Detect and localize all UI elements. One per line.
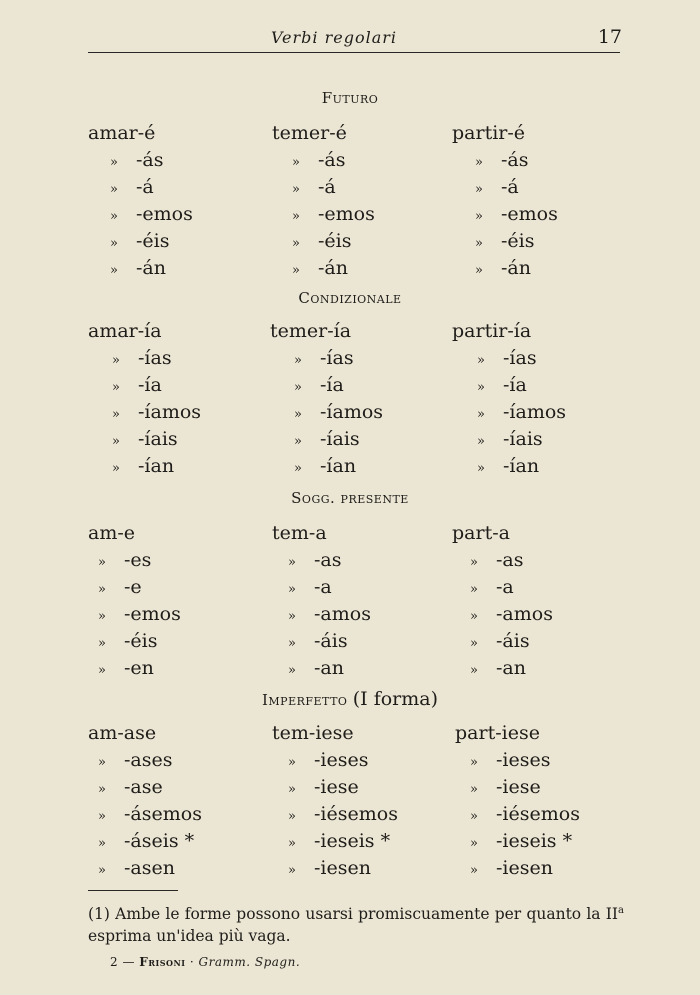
signature-work: Gramm. Spagn. [198, 955, 301, 969]
footnote-text: (1) Ambe le forme possono usarsi promiscuamente per quanto la II [88, 905, 619, 924]
ditto-mark: » [98, 863, 106, 878]
verb-form [477, 455, 539, 477]
conjugation-row [0, 401, 700, 427]
verb-form [112, 374, 162, 396]
conjugation-row [0, 149, 700, 175]
conjugation-row [0, 630, 700, 656]
ditto-mark: » [470, 636, 478, 651]
conjugation-row [0, 347, 700, 373]
conjugation-row [0, 576, 700, 602]
verb-ending: -ieses [314, 749, 369, 771]
ditto-mark: » [288, 863, 296, 878]
section-title-condizionale [0, 289, 700, 307]
ditto-mark: » [294, 461, 302, 476]
page-number: 17 [597, 26, 622, 48]
verb-ending: -án [501, 257, 531, 279]
verb-form [475, 176, 519, 198]
section-title-futuro [0, 89, 700, 107]
verb-ending: -éis [318, 230, 352, 252]
ditto-mark: » [294, 434, 302, 449]
verb-form: tem-a [272, 522, 327, 544]
ditto-mark: » [98, 755, 106, 770]
verb-form [470, 830, 572, 852]
ditto-mark: » [112, 461, 120, 476]
ditto-mark: » [98, 609, 106, 624]
verb-ending: -á [318, 176, 336, 198]
section-title-text: Sogg. presente [291, 489, 409, 507]
verb-form [112, 428, 178, 450]
verb-form [294, 347, 354, 369]
verb-form [110, 203, 193, 225]
verb-form [292, 203, 375, 225]
conjugation-row [0, 603, 700, 629]
conjugation-row [0, 203, 700, 229]
conjugation-row [0, 230, 700, 256]
verb-ending: -iese [496, 776, 541, 798]
verb-form [294, 374, 344, 396]
ditto-mark: » [288, 609, 296, 624]
verb-form [288, 776, 359, 798]
verb-ending: -íamos [320, 401, 384, 423]
verb-ending: -es [124, 549, 152, 571]
verb-form [288, 603, 371, 625]
verb-form [98, 630, 158, 652]
verb-form [288, 857, 371, 879]
verb-ending: -á [501, 176, 519, 198]
verb-ending: -amos [496, 603, 553, 625]
footnote [88, 900, 624, 947]
verb-form [470, 549, 524, 571]
ditto-mark: » [110, 236, 118, 251]
verb-ending: -asen [124, 857, 175, 879]
verb-form [477, 428, 543, 450]
conjugation-row [0, 374, 700, 400]
section-title-text: Condizionale [298, 289, 402, 307]
conjugation-row [0, 749, 700, 775]
section-title-sogg-presente [0, 489, 700, 507]
ditto-mark: » [294, 380, 302, 395]
footnote-divider [88, 890, 178, 891]
verb-form [98, 576, 142, 598]
ditto-mark: » [477, 353, 485, 368]
signature-author: Frisoni [139, 955, 186, 969]
verb-ending: -áis [314, 630, 348, 652]
verb-form [294, 401, 383, 423]
ditto-mark: » [470, 582, 478, 597]
verb-ending: -emos [136, 203, 193, 225]
ditto-mark: » [294, 407, 302, 422]
verb-ending: -emos [124, 603, 181, 625]
verb-form [470, 803, 580, 825]
verb-form: part-a [452, 522, 510, 544]
verb-ending: -ásemos [124, 803, 202, 825]
verb-ending: -en [124, 657, 154, 679]
verb-form [98, 803, 202, 825]
verb-form [292, 149, 346, 171]
verb-ending: -áseis * [124, 830, 195, 852]
verb-form [292, 176, 336, 198]
ditto-mark: » [98, 836, 106, 851]
ditto-mark: » [288, 555, 296, 570]
ditto-mark: » [292, 155, 300, 170]
verb-ending: -án [136, 257, 166, 279]
verb-ending: -éis [124, 630, 158, 652]
verb-ending: -íamos [503, 401, 567, 423]
verb-ending: -ías [503, 347, 537, 369]
printer-signature [110, 955, 300, 969]
ditto-mark: » [477, 380, 485, 395]
verb-ending: -as [496, 549, 524, 571]
ditto-mark: » [288, 582, 296, 597]
ditto-mark: » [98, 782, 106, 797]
verb-ending: -iese [314, 776, 359, 798]
section-title-text: Imperfetto [261, 691, 348, 709]
footnote-superscript: a [618, 905, 624, 916]
verb-form: am-ase [88, 722, 157, 744]
verb-form [98, 657, 154, 679]
signature-number: 2 [110, 955, 119, 969]
verb-ending: -iesen [314, 857, 371, 879]
verb-form: amar-é [88, 122, 156, 144]
ditto-mark: » [477, 407, 485, 422]
conjugation-row [0, 722, 700, 748]
ditto-mark: » [110, 209, 118, 224]
ditto-mark: » [110, 155, 118, 170]
verb-ending: -ás [318, 149, 346, 171]
ditto-mark: » [470, 609, 478, 624]
verb-form [475, 230, 535, 252]
verb-ending: -ieses [496, 749, 551, 771]
ditto-mark: » [98, 555, 106, 570]
ditto-mark: » [112, 407, 120, 422]
verb-ending: -emos [318, 203, 375, 225]
verb-form [288, 630, 348, 652]
verb-form [475, 203, 558, 225]
conjugation-row [0, 320, 700, 346]
verb-ending: -ieseis * [496, 830, 573, 852]
verb-ending: -ías [138, 347, 172, 369]
verb-form: am-e [88, 522, 136, 544]
ditto-mark: » [475, 236, 483, 251]
conjugation-row [0, 549, 700, 575]
ditto-mark: » [475, 182, 483, 197]
ditto-mark: » [294, 353, 302, 368]
verb-ending: -ase [124, 776, 163, 798]
conjugation-row [0, 830, 700, 856]
ditto-mark: » [470, 555, 478, 570]
verb-form [477, 401, 566, 423]
ditto-mark: » [470, 836, 478, 851]
verb-ending: -ías [320, 347, 354, 369]
verb-ending: -ás [136, 149, 164, 171]
ditto-mark: » [98, 809, 106, 824]
ditto-mark: » [110, 182, 118, 197]
ditto-mark: » [292, 236, 300, 251]
section-title-imperfetto [0, 688, 700, 710]
verb-ending: -án [318, 257, 348, 279]
conjugation-row [0, 428, 700, 454]
verb-ending: -íais [503, 428, 543, 450]
verb-ending: -éis [136, 230, 170, 252]
ditto-mark: » [292, 263, 300, 278]
verb-ending: -ían [138, 455, 175, 477]
ditto-mark: » [477, 461, 485, 476]
verb-form [110, 230, 170, 252]
ditto-mark: » [98, 636, 106, 651]
verb-form [98, 749, 173, 771]
conjugation-row [0, 803, 700, 829]
verb-form [294, 428, 360, 450]
verb-form [288, 830, 390, 852]
verb-form [288, 549, 342, 571]
verb-form [294, 455, 356, 477]
verb-form [470, 776, 541, 798]
ditto-mark: » [477, 434, 485, 449]
verb-form [292, 230, 352, 252]
verb-form: partir-é [452, 122, 526, 144]
section-title-note: (I forma) [352, 688, 439, 710]
verb-ending: -ía [138, 374, 162, 396]
verb-form: temer-é [272, 122, 347, 144]
verb-form [110, 176, 154, 198]
ditto-mark: » [470, 755, 478, 770]
ditto-mark: » [470, 782, 478, 797]
verb-form: part-iese [455, 722, 540, 744]
verb-ending: -íamos [138, 401, 202, 423]
verb-ending: -ieseis * [314, 830, 391, 852]
ditto-mark: » [98, 582, 106, 597]
verb-form [98, 603, 181, 625]
verb-form: temer-ía [270, 320, 352, 342]
verb-form [288, 576, 332, 598]
ditto-mark: » [475, 209, 483, 224]
verb-ending: -a [314, 576, 332, 598]
running-head [88, 26, 620, 53]
verb-form [288, 657, 344, 679]
verb-ending: -an [314, 657, 344, 679]
ditto-mark: » [110, 263, 118, 278]
verb-ending: -a [496, 576, 514, 598]
conjugation-row [0, 857, 700, 883]
verb-form [477, 374, 527, 396]
ditto-mark: » [288, 663, 296, 678]
ditto-mark: » [288, 809, 296, 824]
verb-ending: -áis [496, 630, 530, 652]
ditto-mark: » [288, 782, 296, 797]
verb-form [98, 549, 151, 571]
verb-ending: -ases [124, 749, 173, 771]
ditto-mark: » [475, 155, 483, 170]
verb-form [470, 603, 553, 625]
conjugation-row [0, 122, 700, 148]
verb-form [470, 857, 553, 879]
verb-form [112, 455, 174, 477]
ditto-mark: » [475, 263, 483, 278]
verb-form [470, 749, 551, 771]
verb-form [470, 657, 526, 679]
verb-ending: -íais [320, 428, 360, 450]
section-title-text: Futuro [321, 89, 379, 107]
ditto-mark: » [292, 209, 300, 224]
ditto-mark: » [112, 380, 120, 395]
ditto-mark: » [470, 809, 478, 824]
ditto-mark: » [288, 636, 296, 651]
verb-ending: -emos [501, 203, 558, 225]
verb-ending: -ían [503, 455, 540, 477]
verb-ending: -á [136, 176, 154, 198]
verb-form: partir-ía [452, 320, 532, 342]
verb-ending: -an [496, 657, 526, 679]
verb-ending: -as [314, 549, 342, 571]
ditto-mark: » [288, 755, 296, 770]
ditto-mark: » [98, 663, 106, 678]
verb-ending: -amos [314, 603, 371, 625]
conjugation-row [0, 176, 700, 202]
verb-ending: -iésemos [314, 803, 398, 825]
signature-dot: · [189, 955, 195, 969]
conjugation-row [0, 257, 700, 283]
signature-separator: — [122, 955, 135, 969]
running-title: Verbi regolari [270, 28, 398, 47]
verb-ending: -iésemos [496, 803, 580, 825]
verb-form: tem-iese [272, 722, 354, 744]
ditto-mark: » [288, 836, 296, 851]
conjugation-row [0, 455, 700, 481]
verb-ending: -ía [503, 374, 527, 396]
verb-form [475, 149, 529, 171]
ditto-mark: » [112, 434, 120, 449]
footnote-text-end: esprima un'idea più vaga. [88, 927, 291, 946]
verb-form [98, 857, 175, 879]
conjugation-row [0, 776, 700, 802]
ditto-mark: » [292, 182, 300, 197]
verb-form [477, 347, 537, 369]
verb-form [292, 257, 348, 279]
verb-form [470, 576, 514, 598]
verb-form [112, 401, 201, 423]
verb-form [112, 347, 172, 369]
verb-ending: -ía [320, 374, 344, 396]
verb-form: amar-ía [88, 320, 162, 342]
verb-form [98, 830, 194, 852]
verb-ending: -ás [501, 149, 529, 171]
verb-form [288, 749, 369, 771]
verb-ending: -éis [501, 230, 535, 252]
verb-form [98, 776, 163, 798]
verb-ending: -iesen [496, 857, 553, 879]
verb-form [110, 149, 164, 171]
ditto-mark: » [112, 353, 120, 368]
verb-ending: -ían [320, 455, 357, 477]
ditto-mark: » [470, 863, 478, 878]
conjugation-row [0, 522, 700, 548]
verb-ending: -e [124, 576, 142, 598]
verb-form [475, 257, 531, 279]
verb-form [110, 257, 166, 279]
verb-form [470, 630, 530, 652]
verb-form [288, 803, 398, 825]
verb-ending: -íais [138, 428, 178, 450]
ditto-mark: » [470, 663, 478, 678]
conjugation-row [0, 657, 700, 683]
